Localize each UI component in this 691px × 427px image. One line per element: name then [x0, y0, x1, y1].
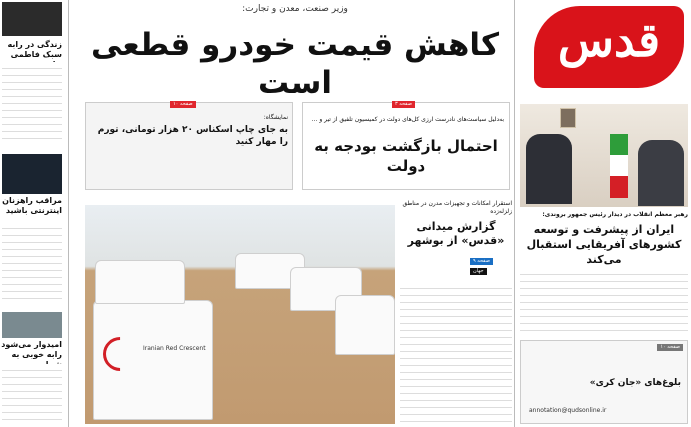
person	[638, 140, 684, 206]
bottom-box-footer: annotation@qudsonline.ir	[529, 407, 607, 414]
brief-kicker: به‌دلیل سیاست‌های نادرست ارزی کل‌های دولت در کمیسیون تلفیق از تیر و ...	[311, 116, 504, 123]
left-body-1	[2, 62, 62, 142]
left-headline-3: امیدوار می‌شود رابه خوبی به	[1, 340, 62, 359]
bottom-box-headline[interactable]: بلوغ‌های «جان کری»	[589, 378, 681, 388]
left-headline-2: مراقب راهزنان اینترنتی باشید	[2, 196, 62, 215]
main-photo[interactable]	[85, 205, 395, 424]
left-body-2	[2, 222, 62, 302]
report-headline[interactable]: گزارش میدانی «قدس» از بوشهر	[407, 220, 505, 247]
left-thumbnail	[2, 2, 62, 36]
photo-caption: Iranian Red Crescent	[143, 345, 206, 352]
report-body	[400, 282, 512, 422]
right-photo[interactable]	[520, 104, 688, 207]
bottom-box-kicker: صفحه ۱۰	[657, 344, 683, 351]
left-column	[0, 0, 64, 427]
person	[526, 134, 572, 204]
left-thumbnail	[2, 154, 62, 194]
portrait	[560, 108, 576, 128]
tent	[95, 260, 185, 304]
logo-word: قدس	[557, 13, 661, 67]
brief-tag: صفحه ۱۰	[170, 101, 196, 108]
lead-kicker: وزیر صنعت، معدن و تجارت:	[242, 4, 348, 14]
report-kicker: استقرار امکانات و تجهیزات مدرن در مناطق زلزله‌زده	[402, 200, 512, 215]
left-headline-1: زندگی در رابه سبک فاطمی	[7, 40, 62, 59]
brief-headline[interactable]: به جای چاپ اسکناس ۲۰ هزار تومانی، تورم را مهار کنید	[97, 125, 288, 147]
left-body-3	[2, 364, 62, 424]
report-tag: صفحه ۹	[470, 258, 493, 265]
brief-headline[interactable]: احتمال بازگشت بودجه به دولت	[314, 137, 498, 175]
report-section: جهان	[470, 268, 487, 275]
brief-tag: صفحه ۳	[392, 101, 415, 108]
left-thumbnail	[2, 312, 62, 338]
lead-headline[interactable]: کاهش قیمت خودرو قطعی است	[90, 27, 500, 101]
column-rule	[68, 0, 69, 427]
masthead	[516, 0, 691, 100]
tent	[335, 295, 395, 355]
column-rule	[514, 0, 515, 427]
right-body	[520, 268, 688, 334]
right-kicker: رهبر معظم انقلاب در دیدار رئیس جمهور بروندی:	[542, 211, 688, 218]
right-headline[interactable]: ایران از پیشرفت و توسعه کشورهای آفریقایی استقبال می‌کند	[526, 223, 682, 266]
brief-kicker: نمایشگاه:	[263, 114, 288, 121]
flag	[610, 134, 628, 198]
logo[interactable]	[534, 6, 684, 88]
bottom-box	[520, 340, 688, 424]
